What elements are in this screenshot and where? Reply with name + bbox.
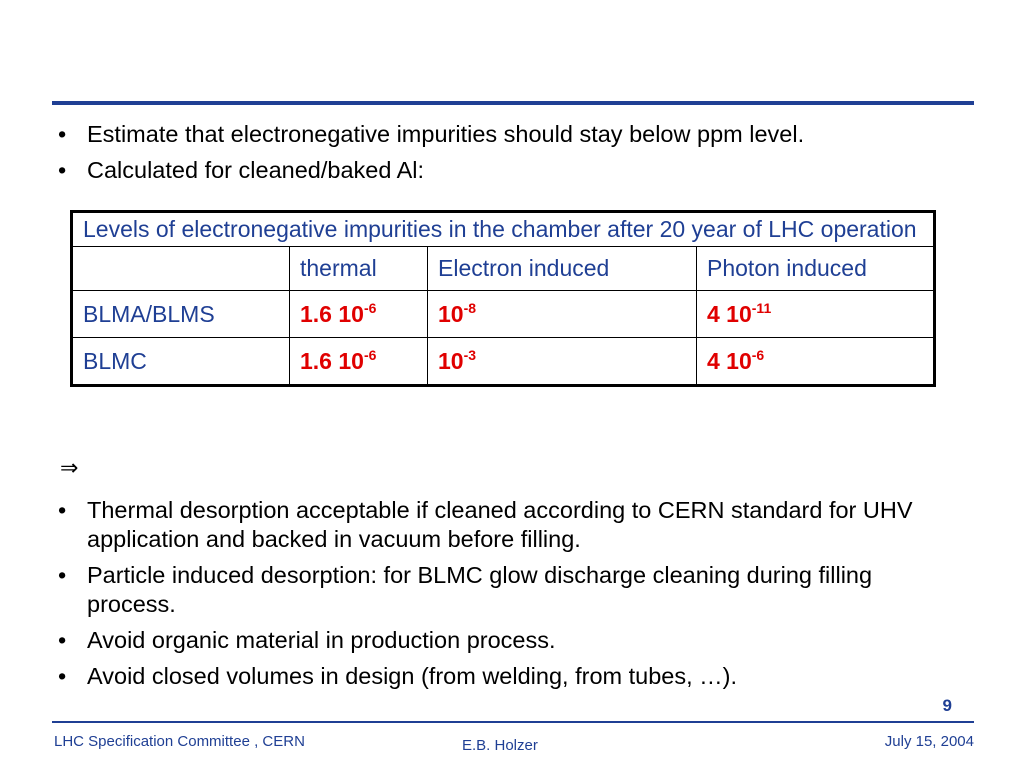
electron-induced-value: $10^{-3}$	[428, 338, 697, 386]
bullet-item: • Avoid organic material in production process.	[58, 626, 958, 655]
table-row	[72, 291, 935, 338]
impurity-levels-table	[70, 210, 936, 387]
row-label: BLMA/BLMS	[72, 291, 290, 338]
thermal-value: 1.6 $10^{-6}$	[290, 291, 428, 338]
table-header-row	[72, 247, 935, 291]
footer-date: July 15, 2004	[884, 733, 974, 750]
header-cell-thermal: thermal	[290, 247, 428, 291]
footer-author: E.B. Holzer	[462, 737, 538, 754]
bullet-item: • Avoid closed volumes in design (from welding, from tubes, …).	[58, 662, 958, 691]
photon-induced-value: 4 $10^{-11}$	[697, 291, 935, 338]
bullet-item: • Thermal desorption acceptable if cleaned according to CERN standard for UHV application and backed in vacuum before filling.	[58, 496, 958, 554]
header-cell-photon-induced: Photon induced	[697, 247, 935, 291]
photon-induced-value: 4 $10^{-6}$	[697, 338, 935, 386]
header-cell-empty	[72, 247, 290, 291]
header-cell-electron-induced: Electron induced	[428, 247, 697, 291]
implies-arrow-icon: ⇒	[60, 456, 79, 481]
bottom-bullet-list	[58, 496, 958, 698]
table-caption: Levels of electronegative impurities in the chamber after 20 year of LHC operation	[72, 212, 935, 247]
page-number: 9	[942, 696, 952, 715]
bullet-item: • Estimate that electronegative impurities should stay below ppm level.	[58, 120, 978, 149]
row-label: BLMC	[72, 338, 290, 386]
header-rule	[52, 101, 974, 105]
footer-committee: LHC Specification Committee , CERN	[54, 733, 305, 750]
footer-rule	[52, 721, 974, 723]
electron-induced-value: $10^{-8}$	[428, 291, 697, 338]
table-row	[72, 338, 935, 386]
bullet-item: • Particle induced desorption: for BLMC glow discharge cleaning during filling process.	[58, 561, 958, 619]
bullet-item: • Calculated for cleaned/baked Al:	[58, 156, 978, 185]
top-bullet-list	[58, 120, 978, 192]
thermal-value: 1.6 $10^{-6}$	[290, 338, 428, 386]
